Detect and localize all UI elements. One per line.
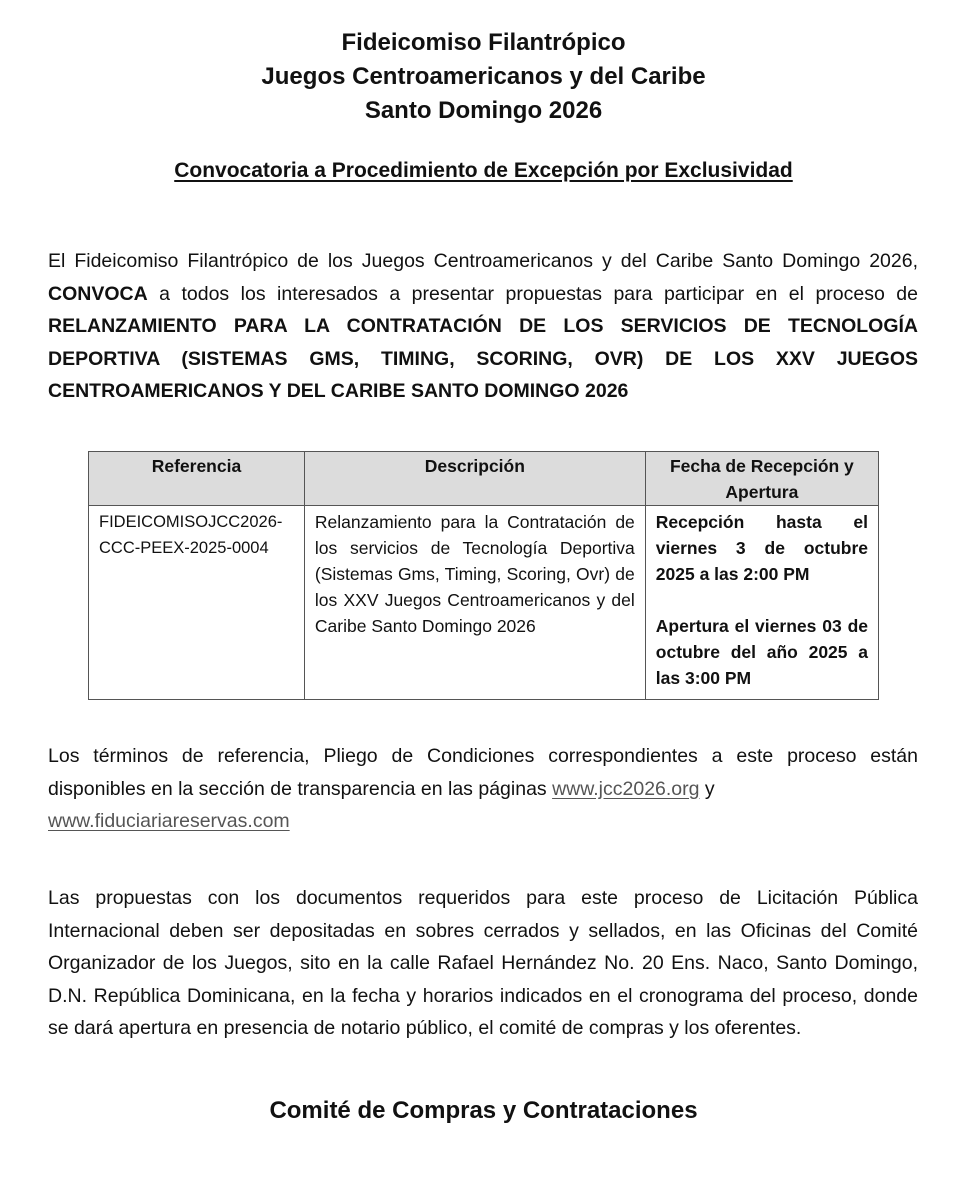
announcement-title (0, 156, 967, 186)
proposals-paragraph: Las propuestas con los documentos requeridos para este proceso de Licitación Pública Internacional deben ser depositadas en sobres cerrados y sellados, en las Oficinas del Comité Organizador de los Juegos, sito en la calle Rafael Hernández No. 20 Ens. Naco, Santo Domingo, D.N. República Dominicana, en la fecha y horarios indicados en el cronograma del proceso, donde se dará apertura en presencia de notario público, el comité de compras y los oferentes. (48, 887, 918, 1040)
cell-date (645, 506, 878, 700)
document-header (0, 26, 967, 128)
header-description: Descripción (304, 452, 645, 506)
process-table (88, 451, 879, 700)
header-line-3: Santo Domingo 2026 (364, 97, 603, 124)
reception-date: Recepción hasta el viernes 3 de octubre 2025 a las 2:00 PM (655, 512, 868, 584)
announcement-title-text: Convocatoria a Procedimiento de Excepción por Exclusividad (174, 159, 793, 182)
convoca-keyword: CONVOCA (48, 282, 148, 305)
terms-paragraph (48, 740, 918, 838)
jcc2026-link[interactable]: www.jcc2026.org (552, 777, 700, 800)
intro-text-1: El Fideicomiso Filantrópico de los Juegos Centroamericanos y del Caribe Santo Domingo 2026, (48, 250, 918, 272)
intro-paragraph (48, 245, 918, 408)
header-reference: Referencia (89, 452, 305, 506)
opening-date: Apertura el viernes 03 de octubre del año 2025 a las 3:00 PM (655, 616, 868, 688)
process-title: RELANZAMIENTO PARA LA CONTRATACIÓN DE LOS SERVICIOS DE TECNOLOGÍA DEPORTIVA (SISTEMAS GMS, TIMING, SCORING, OVR) DE LOS XXV JUEGOS CENTROAMERICANOS Y DEL CARIBE SANTO DOMINGO 2026 (48, 315, 918, 403)
intro-text-2: a todos los interesados a presentar propuestas para participar en el proceso de (147, 282, 918, 305)
fiduciaria-link[interactable]: www.fiduciariareservas.com (48, 810, 290, 833)
header-line-1: Fideicomiso Filantrópico (341, 29, 626, 56)
table-header-row (89, 452, 879, 506)
terms-text: Los términos de referencia, Pliego de Condiciones correspondientes a este proceso están disponibles en la sección de transparencia en las páginas (48, 745, 918, 800)
header-date: Fecha de Recepción y Apertura (645, 452, 878, 506)
table-row (89, 506, 879, 700)
terms-connector: y (699, 777, 715, 800)
cell-reference: FIDEICOMISOJCC2026-CCC-PEEX-2025-0004 (89, 506, 305, 700)
committee-signature: Comité de Compras y Contrataciones (269, 1097, 698, 1124)
cell-description: Relanzamiento para la Contratación de los servicios de Tecnología Deportiva (Sistemas Gms, Timing, Scoring, Ovr) de los XXV Juegos Centroamericanos y del Caribe Santo Domingo 2026 (304, 506, 645, 700)
header-line-2: Juegos Centroamericanos y del Caribe (261, 63, 706, 90)
